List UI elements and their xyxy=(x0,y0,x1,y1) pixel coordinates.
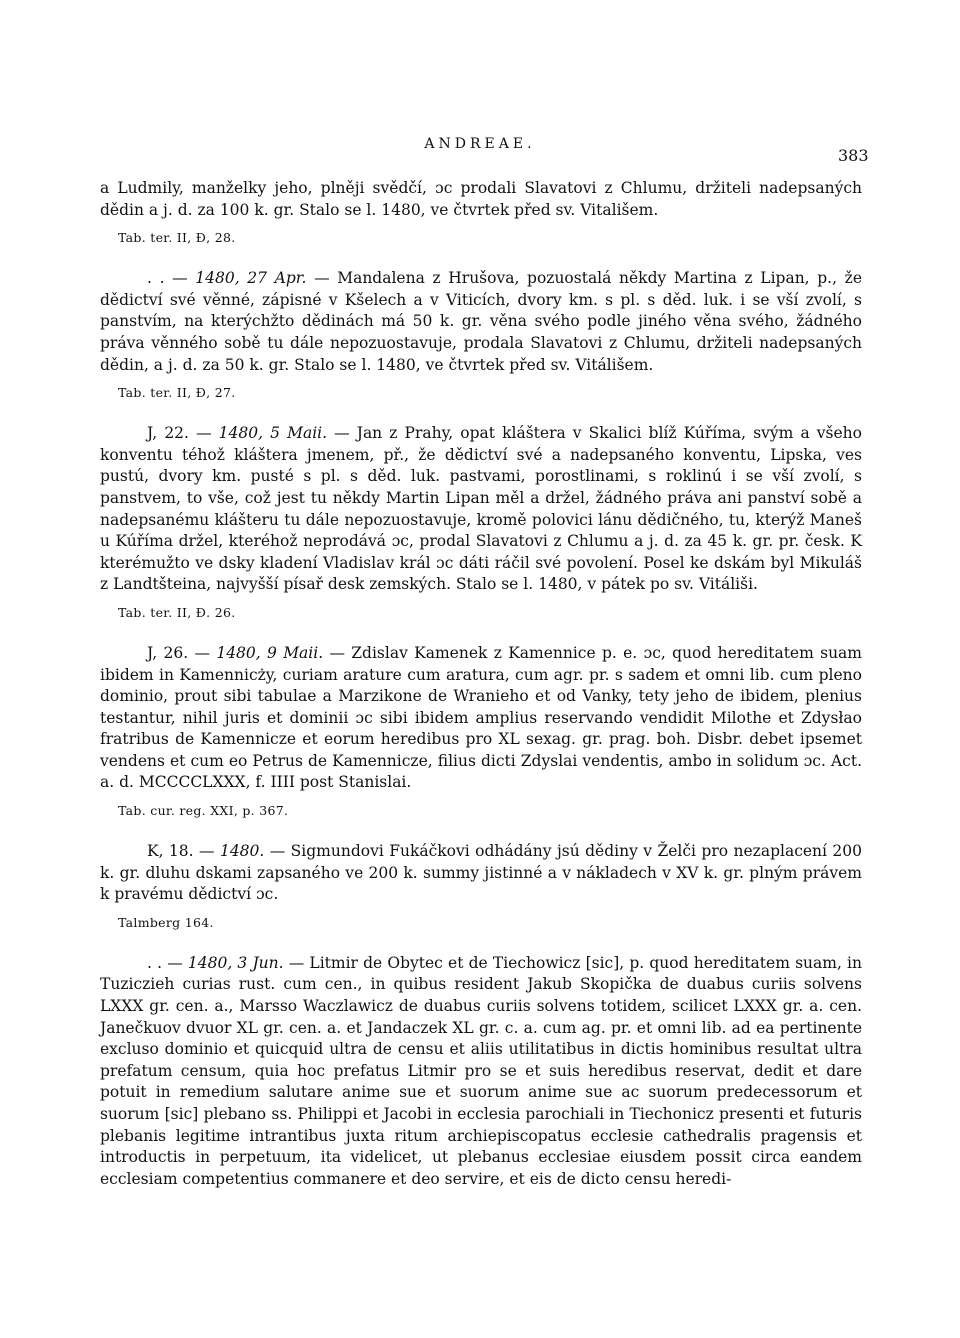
page-body xyxy=(100,178,862,1212)
entry-body: — Mandalena z Hrušova, pozuostalá někdy Martina z Lipan, p., že dědictví své věnné, zápisné v Kšelech a v Viticích, dvory km. s pl. s děd. luk. i se vší zvolí, s panstvím, na kterýchžto dědinách má 50 k. gr. věna svého podle jiného věna svého, žádného práva věnného sobě tu dále nepozuostavuje, prodala Slavatovi z Chlumu, držiteli nadepsaných dědin, a j. d. za 50 k. gr. Stalo se l. 1480, ve čtvrtek před sv. Vitálišem. xyxy=(100,269,862,374)
entry-text xyxy=(100,423,862,596)
entry-date: 1480, 27 Apr. xyxy=(195,269,307,288)
entry-body: — Sigmundovi Fukáčkovi odhádány jsú dědiny v Želči pro nezaplacení 200 k. gr. dluhu dskami zapsaného ve 200 k. summy jistinné a v nákladech v XV k. gr. plným právem k pravému dědictví ɔc. xyxy=(100,842,862,904)
running-title: ANDREAE. xyxy=(424,136,536,152)
source-reference: Talmberg 164. xyxy=(118,914,214,930)
entry-text xyxy=(100,841,862,906)
entry-body: a Ludmily, manželky jeho, plněji svědčí, ɔc prodali Slavatovi z Chlumu, držiteli nadepsaných dědin a j. d. za 100 k. gr. Stalo se l. 1480, ve čtvrtek před sv. Vitališem. xyxy=(100,179,862,219)
source-reference: Tab. ter. II, Ɖ, 28. xyxy=(118,230,236,246)
entry-date: 1480, 9 Maii. xyxy=(216,643,324,662)
entry-text xyxy=(100,953,862,1191)
entry-6 xyxy=(100,953,862,1191)
entry-4 xyxy=(100,643,862,819)
entry-text xyxy=(100,178,862,221)
entry-body: — Litmir de Obytec et de Tiechowicz [sic], p. quod hereditatem suam, in Tuziczieh curias rust. cum cen., in quibus resident Jakub Skopička de duabus curiis solvens LXXX gr. cen. a., Marsso Waczlawicz de duabus curiis solvens totidem, scilicet LXXX gr. a. cen. Janečkuov dvuor XL gr. cen. a. et Jandaczek XL gr. c. a. cum ag. pr. et omni lib. ad ea pertinente excluso dominio et quicquid ultra de censu et aliis utilitatibus in dictis hominibus resultat ultra prefatum censum, quia hoc prefatus Litmir pro se et suis heredibus reservat, dedit et dare potuit in remedium salutare anime sue et suorum anime sue ac suorum predecessorum et suorum [sic] plebano ss. Philippi et Jacobi in ecclesia parochiali in Tiechonicz presenti et futuris plebanis legitime intrantibus juxta ritum archiepiscopatus ecclesie cathedralis pragensis et introductis in perpetuum, ita videlicet, ut plebanus ecclesiae eiusdem possit circa eandem ecclesiam competentius commanere et deo servire, et eis de dicto censu heredi- xyxy=(100,953,862,1188)
entry-1 xyxy=(100,178,862,246)
entry-date: 1480. xyxy=(219,842,265,861)
entry-3 xyxy=(100,423,862,621)
entry-text xyxy=(100,643,862,794)
entry-prefix: . . — xyxy=(147,269,196,288)
entry-date: 1480, 5 Maii. xyxy=(218,424,328,443)
source-reference: Tab. ter. II, Ɖ, 27. xyxy=(118,385,236,401)
source-reference: Tab. ter. II, Ɖ. 26. xyxy=(118,604,236,620)
entry-5 xyxy=(100,841,862,931)
entry-prefix: J, 26. — xyxy=(147,643,217,662)
page-number: 383 xyxy=(838,146,869,165)
entry-date: 1480, 3 Jun. xyxy=(187,953,284,972)
source-reference: Tab. cur. reg. XXI, p. 367. xyxy=(118,803,289,819)
entry-prefix: . . — xyxy=(147,953,188,972)
entry-text xyxy=(100,268,862,376)
entry-prefix: J, 22. — xyxy=(147,424,219,443)
entry-2 xyxy=(100,268,862,401)
entry-prefix: K, 18. — xyxy=(147,842,220,861)
entry-body: — Zdislav Kamenek z Kamennice p. e. ɔc, quod hereditatem suam ibidem in Kamennicży, curiam arature cum aratura, cum agr. pr. s sadem et omni lib. cum pleno dominio, prout sibi tabulae a Marzikone de Wranieho et od Vanky, tety jeho de ibidem, plenius testantur, nihil juris et dominii ɔc sibi ibidem amplius reservando vendidit Milothe et Zdysłao fratribus de Kamennicze et eorum heredibus pro XL sexag. gr. prag. boh. Disbr. debet ipsemet vendens et cum eo Petrus de Kamennicze, filius dicti Zdyslai vendentis, ambo in solidum ɔc. Act. a. d. MCCCCLXXX, f. IIII post Stanislai. xyxy=(100,643,862,792)
entry-body: — Jan z Prahy, opat kláštera v Skalici blíž Kúříma, svým a všeho konventu téhož kláštera jmenem, př., že dědictví své a nadepsaného konventu, Lipska, ves pustú, dvory km. pusté s pl. s děd. luk. pastvami, porostlinami, s roklinú i se vší zvolí, s panstvem, to vše, což jest tu někdy Martin Lipan měl a držel, žádného práva ani panství sobě a nadepsanému klášteru tu dále nepozuostavuje, kromě polovici lánu dědičného, tu, kterýž Maneš u Kúříma držel, kteréhož neprodává ɔc, prodal Slavatovi z Chlumu a j. d. za 45 k. gr. pr. česk. K kterémužto ve dsky kladení Vladislav král ɔc dáti ráčil své povolení. Posel ke dskám byl Mikuláš z Landtšteina, najvyšší písař desk zemských. Stalo se l. 1480, v pátek po sv. Vitáliši. xyxy=(100,424,862,594)
